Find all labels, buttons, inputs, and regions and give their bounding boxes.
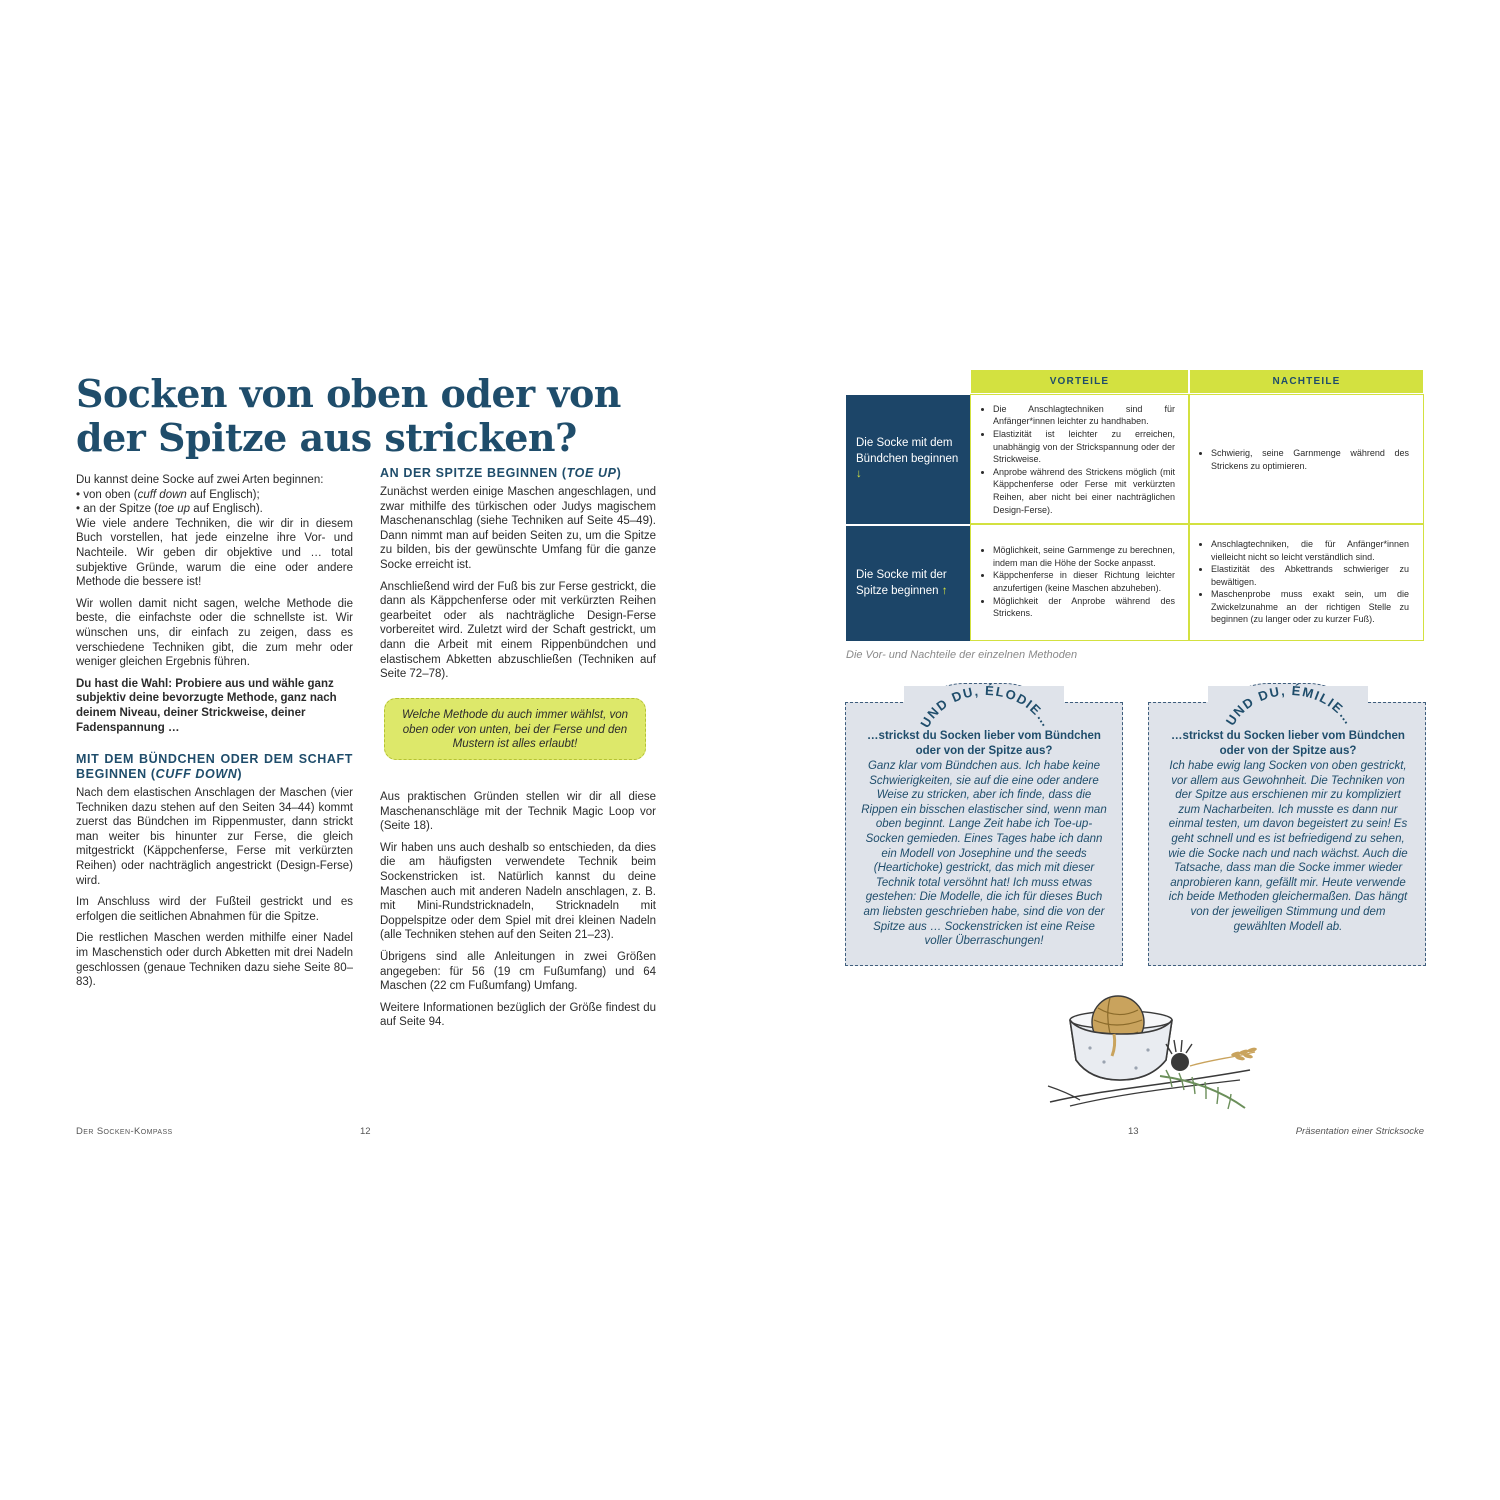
table-row-label-cuff: Die Socke mit dem Bündchen beginnen ↓ bbox=[846, 395, 970, 524]
svg-text:UND DU, ÉLODIE…: UND DU, ÉLODIE… bbox=[917, 682, 1055, 731]
intro-bullet-toe: • an der Spitze (toe up auf Englisch). bbox=[76, 503, 263, 516]
list-item: • Elastizität ist leichter zu erreichen, unabhängig von der Strickspannung oder der Strickweise. bbox=[993, 428, 1175, 466]
cuff-paragraph-1: Nach dem elastischen Anschlagen der Maschen (vier Techniken dazu stehen auf den Seiten 34–44) kommt zuerst das Bündchen im Rippenmuster, dann strickt man weiter bis hinunter zur Ferse, die gleich mitgestrickt (Käppchenferse, Ferse mit verkürzten Reihen) oder nachträglich angestrickt (Design-Ferse) wird. bbox=[76, 787, 353, 887]
table-cell-disadvantages-toe bbox=[1188, 523, 1424, 641]
footer-book-title: Der Socken-Kompass bbox=[76, 1126, 173, 1137]
footer-chapter-title: Präsentation einer Stricksocke bbox=[1295, 1126, 1424, 1137]
list-item: • Elastizität des Abkettrands schwieriger zu bewältigen. bbox=[1211, 563, 1409, 588]
intro-paragraph: Wie viele andere Techniken, die wir dir in diesem Buch vorstellen, hat jede einzelne ihre Vor- und Nachteile. Wir geben dir objektive und … total subjektive Gründe, warum die eine oder andere Methode die bessere ist! bbox=[76, 517, 353, 589]
toe-paragraph-2: Anschließend wird der Fuß bis zur Ferse gestrickt, die dann als Käppchenferse oder mit verkürzten Reihen gearbeitet oder als nachträgliche Design-Ferse vorbereitet wird. Zuletzt wird der Schaft gestrickt, um dann die Arbeit mit einem Rippenbündchen und elastischem Abketten abzuschließen (Techniken auf Seite 72–78). bbox=[380, 580, 656, 681]
table-cell-advantages-cuff bbox=[970, 394, 1190, 525]
toe-paragraph-1: Zunächst werden einige Maschen angeschlagen, und zwar mithilfe des türkischen oder Judys magischem Maschenanschlag (siehe Techniken auf Seite 45–49). Dann nimmt man auf beiden Seiten zu, um die Spitze zu bilden, bis der gewünschte Umfang für die ganze Socke erreicht ist. bbox=[380, 486, 656, 571]
interview-answer-elodie: Ganz klar vom Bündchen aus. Ich habe keine Schwierigkeiten, sie auf die eine oder andere Weise zu stricken, aber ich finde, dass die Rippen ein bisschen elastischer sind, wenn man oben beginnt. Lange Zeit habe ich Toe-up-Socken gemieden. Eines Tages habe ich dann ein Modell von Josephine und the seeds (Heartichoke) gestrickt, das mich mit dieser Technik total versöhnt hat! Ich muss etwas gestehen: Die Modelle, die ich für dieses Buch am liebsten geschrieben habe, sind die von der Spitze aus … Sockenstricken ist eine Reise voller Überraschungen! bbox=[861, 760, 1107, 948]
page-number-left: 12 bbox=[360, 1126, 371, 1137]
intro-line: Du kannst deine Socke auf zwei Arten beginnen: bbox=[76, 474, 324, 486]
magic-loop-paragraph: Aus praktischen Gründen stellen wir dir all diese Maschenanschläge mit der Technik Magic Loop vor (Seite 18). bbox=[380, 791, 656, 833]
section-heading-cuff-down: MIT DEM BÜNDCHEN ODER DEM SCHAFT BEGINNEN (CUFF DOWN) bbox=[76, 752, 353, 782]
list-item: • Schwierig, seine Garnmenge während des Strickens zu optimieren. bbox=[1211, 447, 1409, 472]
intro-paragraph-2: Wir wollen damit nicht sagen, welche Methode die beste, die einfachste oder die schnellste ist. Wir wünschen uns, dir einfach zu zeigen, dass es verschiedene Techniken gibt, die zum mehr oder weniger gleichen Ergebnis führen. bbox=[76, 597, 353, 669]
cuff-paragraph-3: Die restlichen Maschen werden mithilfe einer Nadel im Maschenstich oder durch Abketten mit drei Nadeln geschlossen (genaue Techniken dazu siehe Seite 80–83). bbox=[76, 932, 353, 989]
svg-text:UND DU, ÉMILIE…: UND DU, ÉMILIE… bbox=[1222, 682, 1358, 729]
cuff-paragraph-2: Im Anschluss wird der Fußteil gestrickt und es erfolgen die seitlichen Abnahmen für die Spitze. bbox=[76, 896, 353, 923]
list-item: • Maschenprobe muss exakt sein, um die Zwickelzunahme an der richtigen Stelle zu beginnen (zu langer oder zu kurzer Fuß). bbox=[1211, 588, 1409, 626]
middle-column-top bbox=[380, 466, 656, 689]
arrow-up-icon: ↑ bbox=[941, 584, 948, 597]
table-cell-advantages-toe bbox=[970, 523, 1190, 641]
list-item: • Käppchenferse in dieser Richtung leichter anzufertigen (keine Maschen abzuheben). bbox=[993, 569, 1175, 594]
sizes-paragraph: Übrigens sind alle Anleitungen in zwei Größen angegeben: für 56 (19 cm Fußumfang) und 64 Maschen (22 cm Fußumfang) Umfang. bbox=[380, 950, 656, 993]
table-header-advantages: VORTEILE bbox=[971, 370, 1188, 393]
list-item: • Anschlagtechniken, die für Anfänger*innen vielleicht nicht so leicht verständlich sind. bbox=[1211, 538, 1409, 563]
intro-bullet-cuff: • von oben (cuff down auf Englisch); bbox=[76, 488, 260, 501]
list-item: • Möglichkeit, seine Garnmenge zu berechnen, indem man die Höhe der Socke anpasst. bbox=[993, 544, 1175, 569]
arrow-down-icon: ↓ bbox=[856, 468, 862, 481]
page-title: Socken von oben oder von der Spitze aus stricken? bbox=[76, 371, 621, 460]
table-row-label-toe: Die Socke mit der Spitze beginnen ↑ bbox=[846, 526, 970, 641]
list-item: • Die Anschlagtechniken sind für Anfänger*innen leichter zu handhaben. bbox=[993, 403, 1175, 428]
section-heading-toe-up: AN DER SPITZE BEGINNEN (TOE UP) bbox=[380, 466, 622, 480]
table-cell-disadvantages-cuff bbox=[1188, 394, 1424, 525]
tip-callout: Welche Methode du auch immer wählst, von oben oder von unten, bei der Ferse und den Mustern ist alles erlaubt! bbox=[384, 698, 646, 760]
table-caption: Die Vor- und Nachteile der einzelnen Methoden bbox=[846, 649, 1078, 661]
needles-paragraph: Wir haben uns auch deshalb so entschieden, da dies die am häufigsten verwendete Technik beim Sockenstricken ist. Natürlich kannst du deine Maschen auch mit anderen Nadeln anschlagen, z. B. mit Mini-Rundstricknadeln, Stricknadeln mit Doppelspitze oder dem Spiel mit drei kleinen Nadeln (alle Techniken stehen auf den Seiten 21–23). bbox=[380, 841, 656, 942]
table-header-disadvantages: NACHTEILE bbox=[1190, 370, 1423, 393]
interview-question-elodie: …strickst du Socken lieber vom Bündchen oder von der Spitze aus? bbox=[867, 730, 1101, 757]
interview-answer-emilie: Ich habe ewig lang Socken von oben gestrickt, vor allem aus Gewohnheit. Die Techniken von der Spitze aus erschienen mir zu kompliziert zum Nacharbeiten. Ich musste es dann nur einmal testen, um davon begeistert zu sein! Es geht schnell und es ist befriedigend zu sehen, wie die Socke nach und nach wächst. Auch die Tatsache, dass man die Socke immer wieder anprobieren kann, gefällt mir. Heute verwende ich beide Methoden gleichermaßen. Das hängt von der jeweiligen Stimmung und dem gewählten Modell ab. bbox=[1168, 760, 1408, 933]
left-column bbox=[76, 473, 353, 997]
list-item: • Anprobe während des Strickens möglich (mit Käppchenferse oder Ferse mit verkürzten Reihen, aber nicht bei einer nachträglichen Design-Ferse). bbox=[993, 466, 1175, 516]
middle-column-bottom bbox=[380, 790, 656, 1037]
page-number-right: 13 bbox=[1128, 1126, 1139, 1137]
list-item: • Möglichkeit der Anprobe während des Strickens. bbox=[993, 595, 1175, 620]
yarn-bowl-illustration bbox=[1040, 990, 1270, 1115]
interview-question-emilie: …strickst du Socken lieber vom Bündchen oder von der Spitze aus? bbox=[1171, 730, 1405, 757]
size-info-paragraph: Weitere Informationen bezüglich der Größe findest du auf Seite 94. bbox=[380, 1001, 656, 1029]
intro-emphasis: Du hast die Wahl: Probiere aus und wähle ganz subjektiv deine bevorzugte Methode, ganz nach deinem Niveau, deiner Strickweise, deiner Fadenspannung … bbox=[76, 677, 337, 734]
